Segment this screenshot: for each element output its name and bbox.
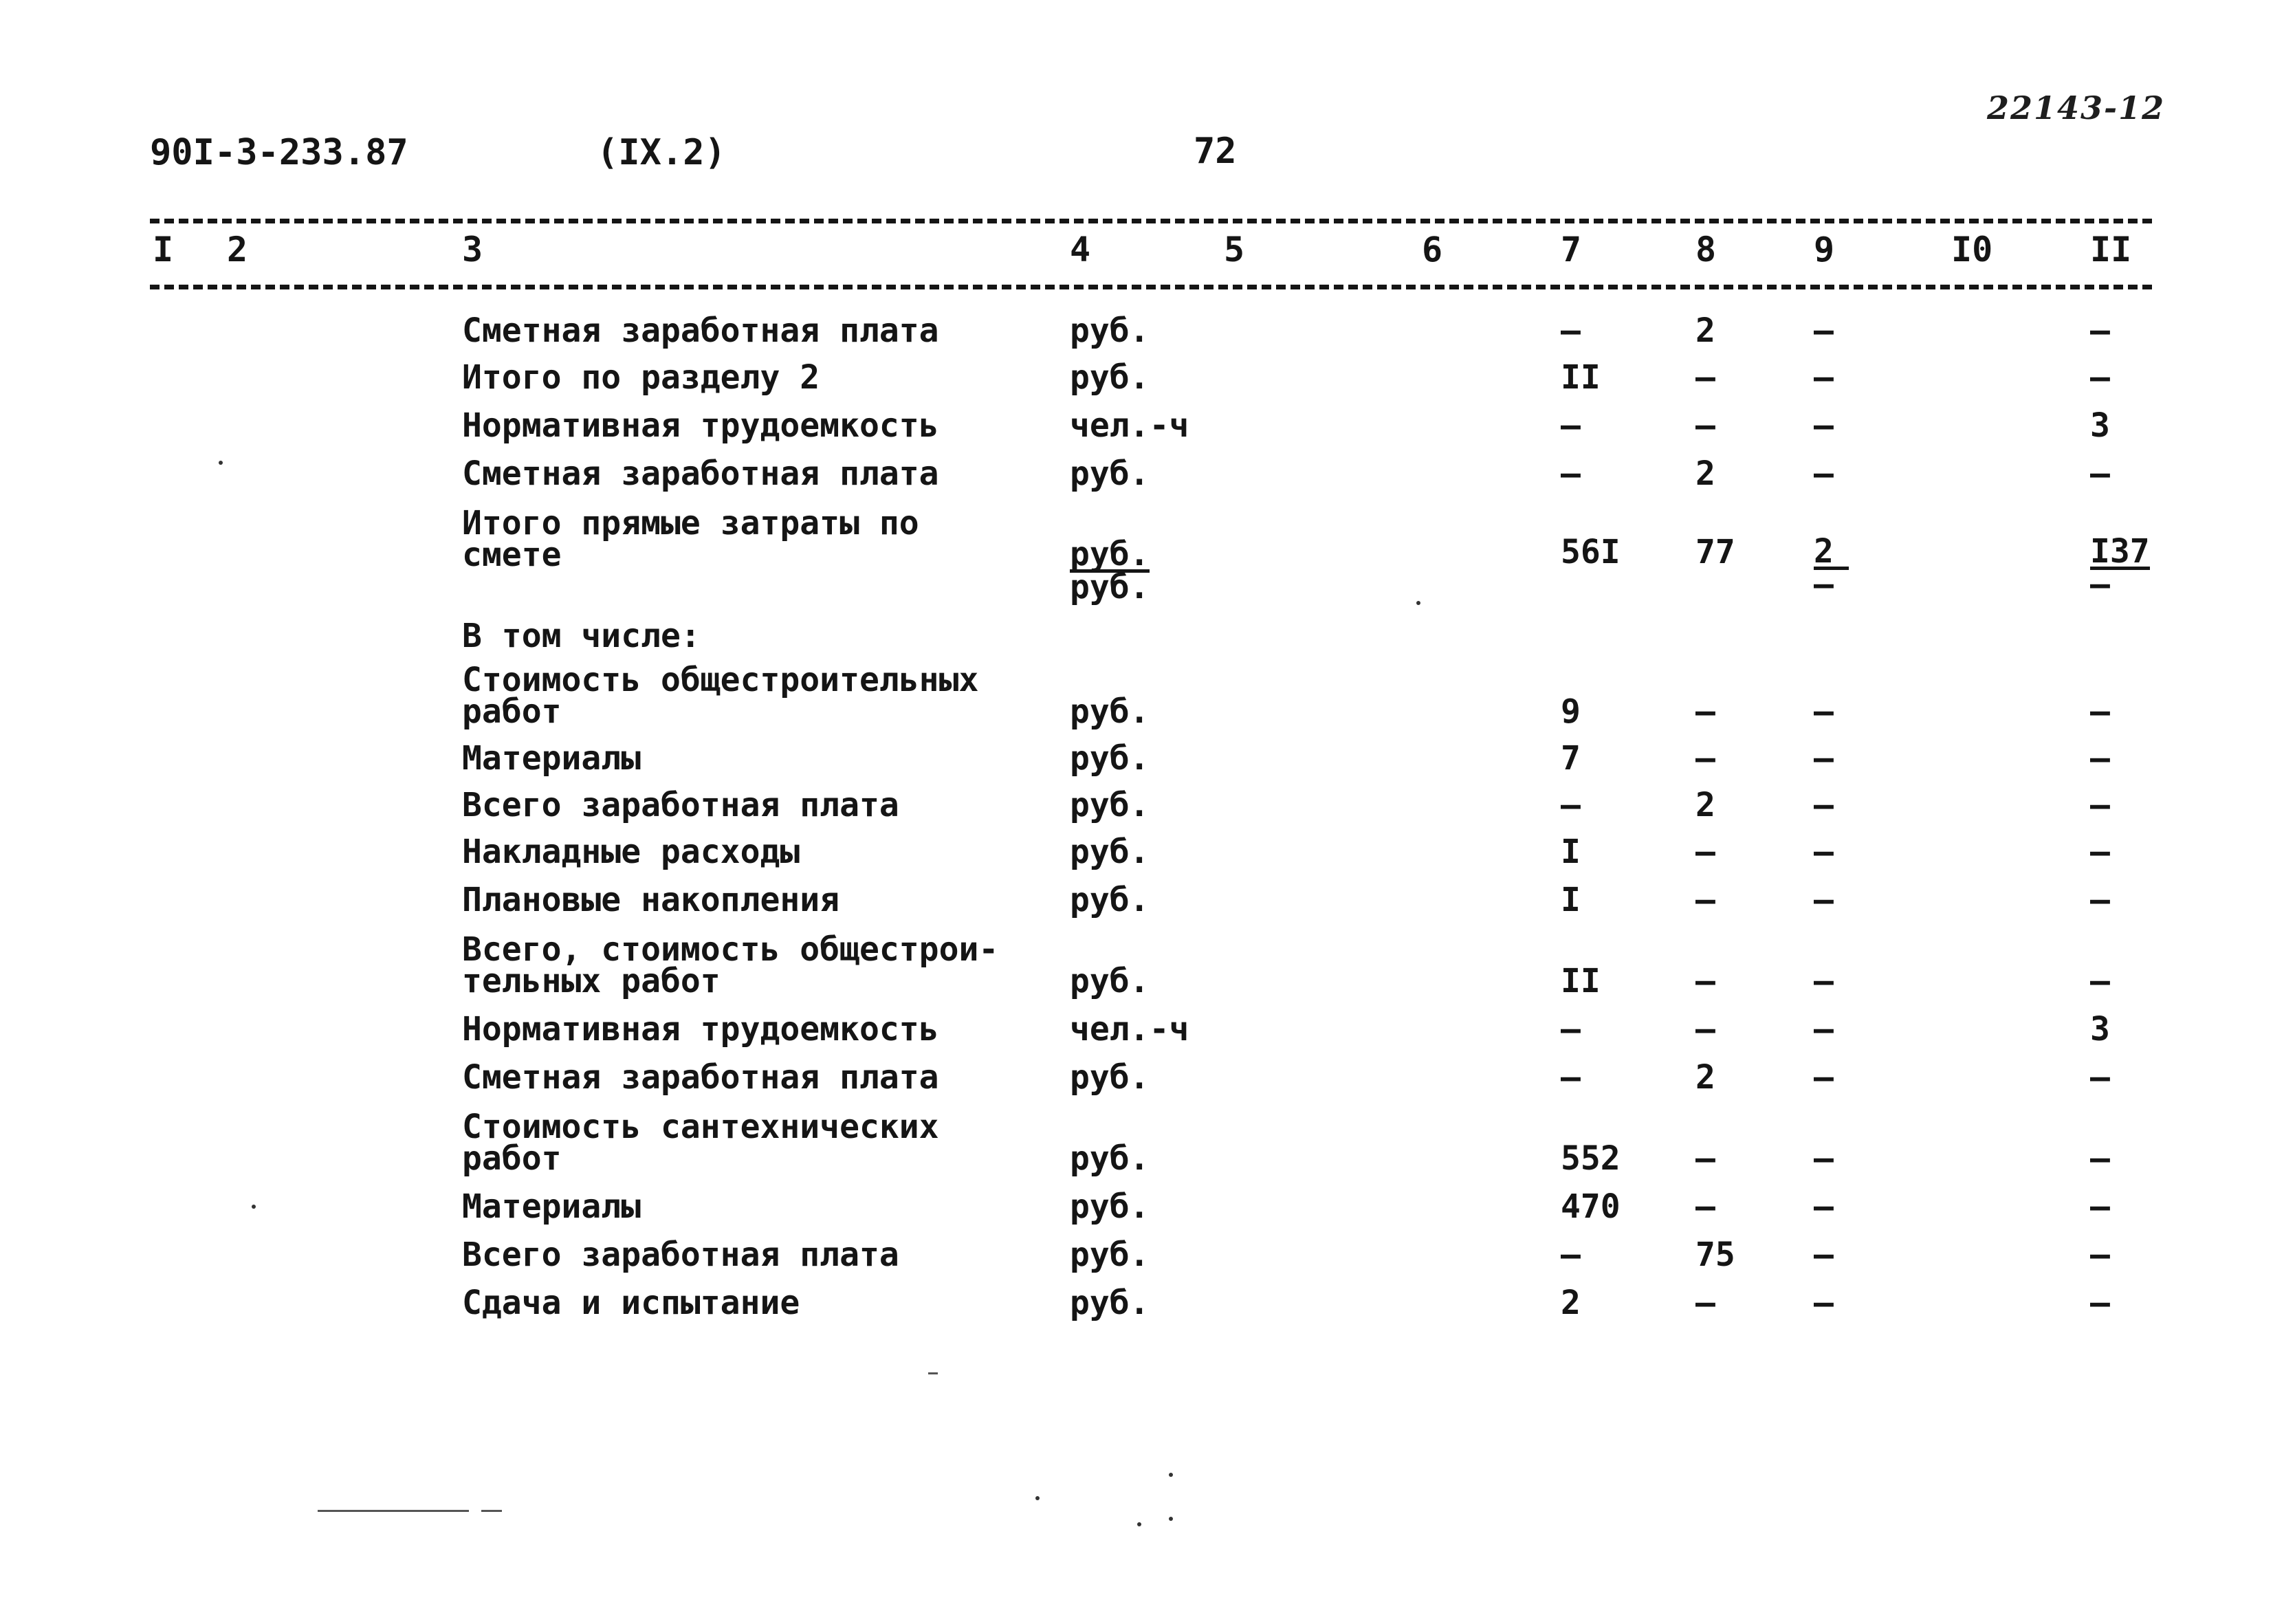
cell-col11: 3 bbox=[2090, 1010, 2110, 1049]
cell-col8: – bbox=[1695, 1010, 1715, 1049]
row-unit: руб. bbox=[1070, 739, 1150, 778]
row-unit: руб. bbox=[1070, 311, 1150, 350]
scan-speck bbox=[1416, 601, 1420, 605]
column-number-5: 5 bbox=[1224, 230, 1245, 270]
cell-col7: 552 bbox=[1561, 1139, 1621, 1178]
unit-numerator: руб. bbox=[1070, 535, 1150, 573]
cell-col9: – bbox=[1814, 786, 1834, 824]
row-unit: руб. bbox=[1070, 1139, 1150, 1178]
cell-col9: – bbox=[1814, 962, 1834, 1000]
cell-col8: – bbox=[1695, 739, 1715, 778]
row-unit: руб. bbox=[1070, 358, 1150, 397]
cell-col11: – bbox=[2090, 786, 2110, 824]
cell-col7: I bbox=[1561, 881, 1581, 919]
cell-col11: – bbox=[2090, 454, 2110, 493]
cell-col11: – bbox=[2090, 1058, 2110, 1097]
column-number-4: 4 bbox=[1070, 230, 1091, 270]
section-code: (IX.2) bbox=[597, 132, 726, 173]
cell-col8: – bbox=[1695, 1284, 1715, 1322]
cell-col9: – bbox=[1814, 358, 1834, 397]
cell-col7: 7 bbox=[1561, 739, 1581, 778]
cell-col8: 2 bbox=[1695, 1058, 1715, 1097]
column-number-7: 7 bbox=[1561, 230, 1582, 270]
cell-col8: 75 bbox=[1695, 1236, 1735, 1274]
scan-stroke bbox=[318, 1510, 469, 1512]
row-name: Сметная заработная плата bbox=[462, 1058, 939, 1097]
cell-col11: – bbox=[2090, 311, 2110, 350]
row-name: Всего заработная плата bbox=[462, 1236, 899, 1274]
row-name: Нормативная трудоемкость bbox=[462, 1010, 939, 1049]
cell-col7: 9 bbox=[1561, 692, 1581, 731]
column-number-8: 8 bbox=[1695, 230, 1717, 270]
cell-col7: – bbox=[1561, 311, 1581, 350]
cell-col8: – bbox=[1695, 881, 1715, 919]
cell-col11: – bbox=[2090, 1284, 2110, 1322]
cell-col11: – bbox=[2090, 1139, 2110, 1178]
cell-col8: 2 bbox=[1695, 786, 1715, 824]
cell-col9: – bbox=[1814, 692, 1834, 731]
column-number-9: 9 bbox=[1814, 230, 1835, 270]
row-name: Накладные расходы bbox=[462, 833, 800, 871]
cell-col9: – bbox=[1814, 1187, 1834, 1226]
col9-numerator: 2 bbox=[1814, 536, 1849, 570]
column-number-6: 6 bbox=[1422, 230, 1443, 270]
cell-col11: – bbox=[2090, 358, 2110, 397]
cell-col8: – bbox=[1695, 1139, 1715, 1178]
cell-col9: – bbox=[1814, 833, 1834, 871]
column-number-2: 2 bbox=[227, 230, 248, 270]
row-name: Плановые накопления bbox=[462, 881, 840, 919]
cell-col7: 2 bbox=[1561, 1284, 1581, 1322]
row-unit: чел.-ч bbox=[1070, 406, 1189, 445]
row-unit: руб. bbox=[1070, 1236, 1150, 1274]
cell-col11: – bbox=[2090, 692, 2110, 731]
row-name: Материалы bbox=[462, 739, 641, 778]
col11-denominator: – bbox=[2090, 565, 2110, 604]
cell-col9: – bbox=[1814, 1058, 1834, 1097]
cell-col9: – bbox=[1814, 406, 1834, 445]
row-unit: руб. bbox=[1070, 692, 1150, 731]
header-top-rule bbox=[150, 219, 2152, 223]
cell-col8: 2 bbox=[1695, 311, 1715, 350]
cell-col11: – bbox=[2090, 881, 2110, 919]
cell-col9: – bbox=[1814, 454, 1834, 493]
cell-col8: – bbox=[1695, 692, 1715, 731]
row-unit: руб. bbox=[1070, 962, 1150, 1000]
cell-col8: – bbox=[1695, 406, 1715, 445]
row-name: Итого по разделу 2 bbox=[462, 358, 820, 397]
row-unit: руб. bbox=[1070, 1058, 1150, 1097]
cell-col8: – bbox=[1695, 833, 1715, 871]
unit-denominator: руб. bbox=[1070, 568, 1150, 606]
cell-col9: – bbox=[1814, 1010, 1834, 1049]
cell-col7: – bbox=[1561, 1058, 1581, 1097]
cell-col9: – bbox=[1814, 1139, 1834, 1178]
cell-col7: 56I bbox=[1561, 533, 1621, 571]
cell-col8: 77 bbox=[1695, 533, 1735, 571]
row-name: Стоимость сантехнических работ bbox=[462, 1108, 939, 1178]
row-unit: руб. bbox=[1070, 1187, 1150, 1226]
cell-col7: II bbox=[1561, 962, 1601, 1000]
row-unit: руб. bbox=[1070, 1284, 1150, 1322]
col11-numerator: I37 bbox=[2090, 532, 2150, 571]
cell-col11-fraction bbox=[2090, 532, 2150, 604]
row-unit: чел.-ч bbox=[1070, 1010, 1189, 1049]
cell-col8: – bbox=[1695, 358, 1715, 397]
column-number-10: I0 bbox=[1951, 230, 1993, 270]
cell-col11: – bbox=[2090, 1187, 2110, 1226]
row-name: Стоимость общестроительных работ bbox=[462, 661, 979, 731]
cell-col7: – bbox=[1561, 454, 1581, 493]
cell-col9: – bbox=[1814, 1284, 1834, 1322]
cell-col11: – bbox=[2090, 739, 2110, 778]
cell-col11: – bbox=[2090, 962, 2110, 1000]
row-name: Сметная заработная плата bbox=[462, 311, 939, 350]
row-name: Всего, стоимость общестрои- тельных работ bbox=[462, 930, 999, 1000]
scan-speck bbox=[1169, 1517, 1173, 1521]
document-code: 90I-3-233.87 bbox=[150, 132, 408, 173]
row-name: В том числе: bbox=[462, 617, 701, 655]
scan-stroke bbox=[481, 1510, 502, 1512]
archive-stamp: 22143-12 bbox=[1987, 89, 2166, 127]
scan-speck bbox=[219, 461, 223, 465]
cell-col7: II bbox=[1561, 358, 1601, 397]
cell-col8: 2 bbox=[1695, 454, 1715, 493]
cell-col8: – bbox=[1695, 1187, 1715, 1226]
scan-speck bbox=[252, 1205, 256, 1209]
cell-col7: – bbox=[1561, 1236, 1581, 1274]
row-name: Итого прямые затраты по смете bbox=[462, 504, 919, 574]
cell-col9: – bbox=[1814, 1236, 1834, 1274]
cell-col7: – bbox=[1561, 786, 1581, 824]
row-name: Всего заработная плата bbox=[462, 786, 899, 824]
scan-speck bbox=[1035, 1496, 1040, 1500]
cell-col7: 470 bbox=[1561, 1187, 1621, 1226]
col9-denominator: – bbox=[1814, 565, 1834, 604]
cell-col8: – bbox=[1695, 962, 1715, 1000]
row-name: Сметная заработная плата bbox=[462, 454, 939, 493]
header-bottom-rule bbox=[150, 285, 2152, 289]
column-number-1: I bbox=[153, 230, 174, 270]
cell-col11: 3 bbox=[2090, 406, 2110, 445]
row-name: Нормативная трудоемкость bbox=[462, 406, 939, 445]
cell-col11: – bbox=[2090, 1236, 2110, 1274]
row-unit: руб. bbox=[1070, 454, 1150, 493]
scan-speck bbox=[1169, 1473, 1173, 1477]
row-unit-fraction bbox=[1070, 535, 1150, 606]
row-name: Сдача и испытание bbox=[462, 1284, 800, 1322]
row-unit: руб. bbox=[1070, 881, 1150, 919]
cell-col9: – bbox=[1814, 739, 1834, 778]
cell-col9: – bbox=[1814, 881, 1834, 919]
row-unit: руб. bbox=[1070, 786, 1150, 824]
cell-col7: – bbox=[1561, 406, 1581, 445]
scan-speck bbox=[1137, 1522, 1141, 1526]
cell-col7: – bbox=[1561, 1010, 1581, 1049]
cell-col7: I bbox=[1561, 833, 1581, 871]
cell-col11: – bbox=[2090, 833, 2110, 871]
column-number-3: 3 bbox=[462, 230, 483, 270]
row-unit: руб. bbox=[1070, 833, 1150, 871]
scan-stroke bbox=[928, 1372, 938, 1374]
column-number-11: II bbox=[2090, 230, 2132, 270]
page-number: 72 bbox=[1194, 131, 1237, 172]
cell-col9-fraction bbox=[1814, 532, 1849, 604]
row-name: Материалы bbox=[462, 1187, 641, 1226]
cell-col9: – bbox=[1814, 311, 1834, 350]
